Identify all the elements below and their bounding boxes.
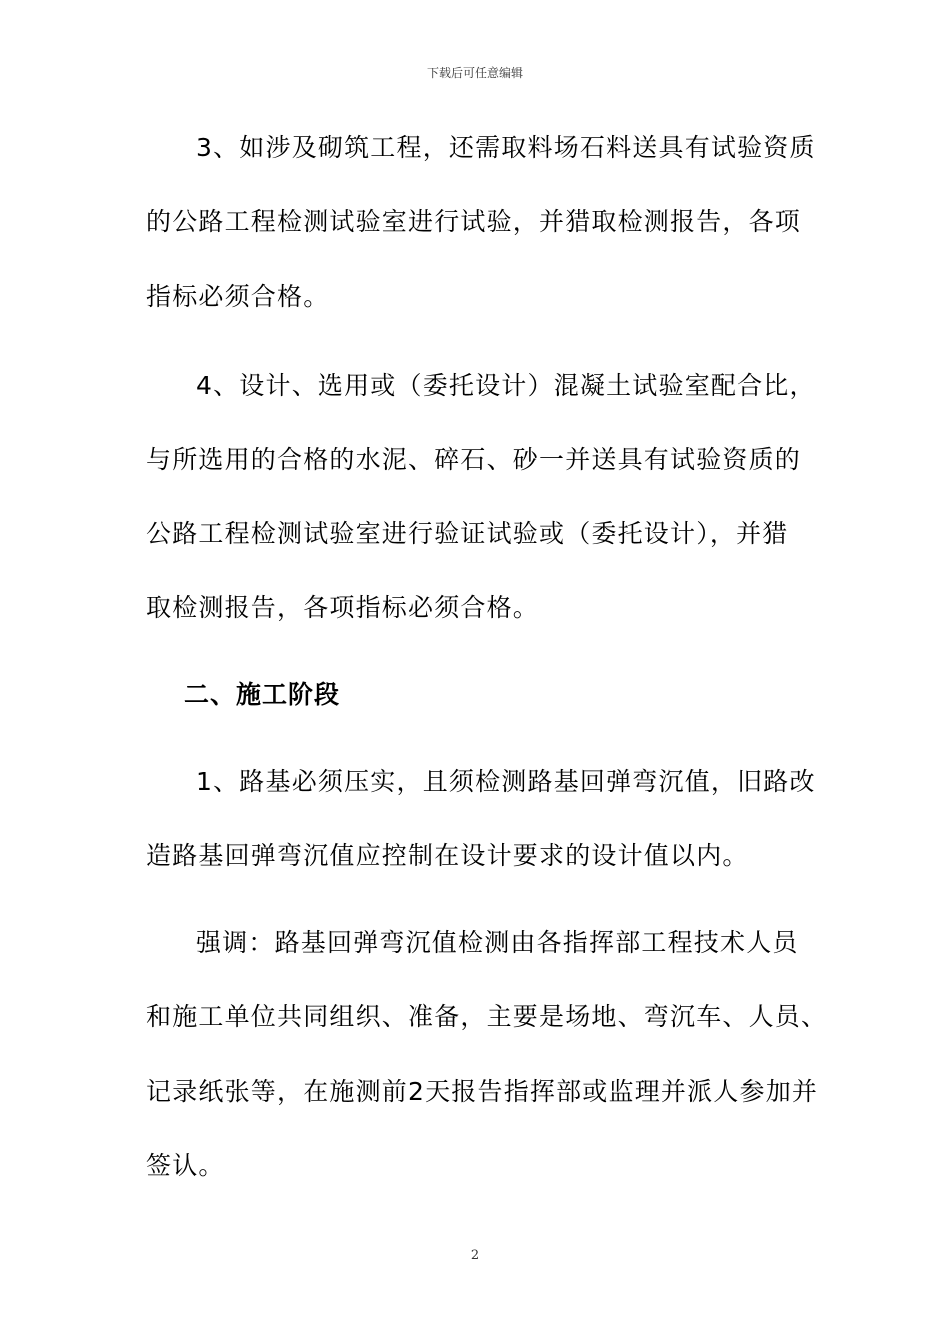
- paragraph-line: 1、路基必须压实，且须检测路基回弹弯沉值，旧路改: [196, 767, 816, 796]
- paragraph-line: 4、设计、选用或（委托设计）混凝土试验室配合比，: [196, 371, 816, 400]
- paragraph-line: 取检测报告，各项指标必须合格。: [146, 593, 540, 622]
- paragraph-line: 指标必须合格。: [146, 282, 330, 311]
- page-header: 下载后可任意编辑: [426, 66, 523, 80]
- paragraph-line: 3、如涉及砌筑工程，还需取料场石料送具有试验资质: [196, 133, 816, 162]
- paragraph-line: 和施工单位共同组织、准备，主要是场地、弯沉车、人员、: [146, 1002, 828, 1031]
- section-heading: 二、施工阶段: [184, 680, 341, 709]
- paragraph-line: 记录纸张等，在施测前2天报告指挥部或监理并派人参加并: [146, 1077, 819, 1106]
- paragraph-line: 签认。: [146, 1151, 225, 1180]
- paragraph-line: 与所选用的合格的水泥、碎石、砂一并送具有试验资质的: [146, 445, 802, 474]
- paragraph-line: 造路基回弹弯沉值应控制在设计要求的设计值以内。: [146, 841, 749, 870]
- paragraph-line: 的公路工程检测试验室进行试验，并猎取检测报告，各项: [146, 207, 802, 236]
- paragraph-line: 强调：路基回弹弯沉值检测由各指挥部工程技术人员: [196, 928, 799, 957]
- paragraph-line: 公路工程检测试验室进行验证试验或（委托设计），并猎: [146, 519, 789, 548]
- page-number: 2: [470, 1248, 480, 1263]
